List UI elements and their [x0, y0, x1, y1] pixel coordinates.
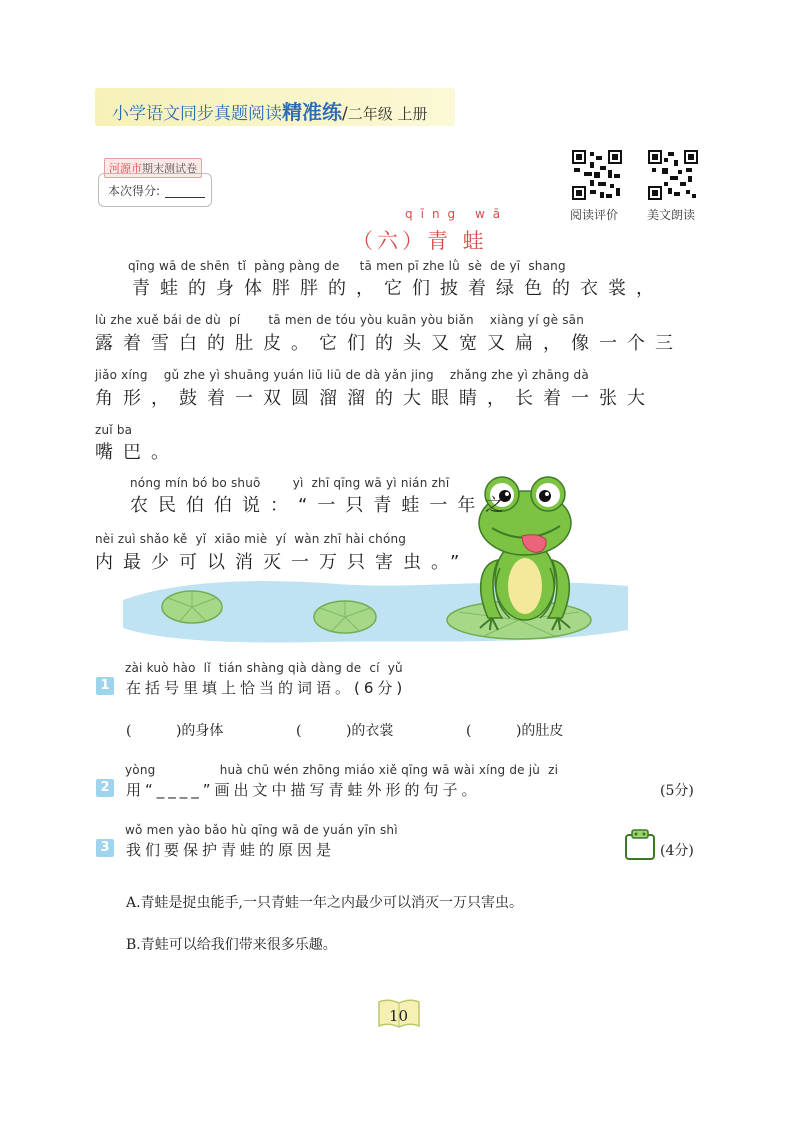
- passage-text-line: 角形，鼓着一双圆溜溜的大眼睛，长着一张大: [95, 388, 655, 409]
- quote-text-line: 农民伯伯说：“一只青蛙一年之: [130, 495, 514, 516]
- grade-label: 二年级 上册: [347, 105, 428, 123]
- page-title: （六）青 蛙: [352, 229, 488, 253]
- lily-pad: [160, 588, 224, 626]
- passage-text-line: 露着雪白的肚皮。它们的头又宽又扁，像一个三: [95, 333, 683, 354]
- passage-pinyin-line: jiǎo xíng gǔ zhe yì shuāng yuán liū liū de dà yǎn jing zhǎng zhe yì zhāng dà: [95, 368, 589, 382]
- fill-blank[interactable]: ( )的肚皮: [466, 723, 564, 739]
- passage-pinyin-line: qīng wā de shēn tǐ pàng pàng de tā men pī zhe lǜ sè de yī shang: [128, 259, 566, 273]
- choice-option-b[interactable]: B.青蛙可以给我们带来很多乐趣。: [126, 937, 337, 953]
- quote-pinyin-line: nèi zuì shǎo kě yǐ xiāo miè yí wàn zhī hài chóng: [95, 532, 407, 546]
- question-pinyin: yòng huà chū wén zhōng miáo xiě qīng wā wài xíng de jù zi: [125, 763, 559, 777]
- exam-city: 河源市: [109, 162, 142, 175]
- question-text: [126, 677, 406, 698]
- score-blank[interactable]: [165, 197, 205, 198]
- quote-pinyin-line: nóng mín bó bo shuō yì zhī qīng wā yì nián zhī: [130, 476, 450, 490]
- fill-blank[interactable]: ( )的身体: [126, 723, 224, 739]
- question-number-badge: 1: [96, 677, 114, 695]
- qr-code-icon[interactable]: [648, 150, 698, 200]
- title-pinyin: qīng wā: [405, 207, 509, 221]
- exam-type: 期末测试卷: [142, 162, 197, 175]
- passage-pinyin-line: zuǐ ba: [95, 423, 133, 437]
- fill-blank[interactable]: ( )的衣裳: [296, 723, 394, 739]
- question-points: (6分): [354, 679, 407, 697]
- passage-text-line: 青蛙的身体胖胖的，它们披着绿色的衣裳，: [132, 278, 664, 299]
- passage-pinyin-line: lù zhe xuě bái de dù pí tā men de tóu yòu kuān yòu biǎn xiàng yí gè sān: [95, 313, 584, 327]
- passage-text-line: 嘴巴。: [95, 442, 179, 463]
- question-points: (5分): [660, 783, 694, 799]
- page-number: 10: [389, 1007, 409, 1025]
- lily-pad: [312, 598, 378, 636]
- score-label: 本次得分:: [108, 184, 161, 198]
- question-text: 用“____”画出文中描写青蛙外形的句子。: [126, 781, 481, 799]
- question-text-main: 在括号里填上恰当的词语。: [126, 679, 355, 697]
- header-separator: /: [342, 104, 348, 124]
- qr-code-icon[interactable]: [572, 150, 622, 200]
- answer-box-icon: [622, 828, 658, 862]
- qr-label-audio-reading: 美文朗读: [647, 208, 696, 222]
- series-name: 小学语文同步真题阅读: [112, 104, 282, 124]
- header-title: [112, 96, 428, 125]
- quote-text-line: 内最少可以消灭一万只害虫。”: [95, 552, 470, 573]
- question-pinyin: wǒ men yào bǎo hù qīng wā de yuán yīn shì: [125, 823, 398, 837]
- question-text: 我们要保护青蛙的原因是: [126, 841, 336, 859]
- brand-name: 精准练: [282, 100, 342, 124]
- question-points: (4分): [660, 843, 694, 859]
- choice-option-a[interactable]: A.青蛙是捉虫能手,一只青蛙一年之内最少可以消灭一万只害虫。: [126, 895, 524, 911]
- question-number-badge: 2: [96, 779, 114, 797]
- qr-label-reading-review: 阅读评价: [570, 208, 619, 222]
- question-number-badge: 3: [96, 839, 114, 857]
- question-pinyin: zài kuò hào lǐ tián shàng qià dàng de cí yǔ: [125, 661, 403, 675]
